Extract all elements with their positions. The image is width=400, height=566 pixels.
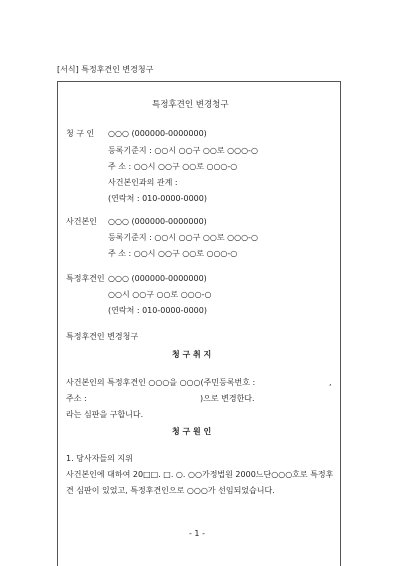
document-title: 특정후견인 변경청구 [152, 100, 229, 110]
cause-heading: 청 구 원 인 [172, 427, 212, 436]
cause-line-1: 사건본인에 대하여 20□□. □. ○. ○○가정법원 2000느단○○○호로 특정후 [66, 470, 334, 479]
guardian-address: ○○시 ○○구 ○○로 ○○○-○ [108, 290, 212, 299]
purpose-line-2-end: )으로 변경한다. [200, 394, 255, 403]
claimant-role: 청 구 인 [66, 129, 95, 138]
purpose-line-2: 주소 : [66, 394, 87, 403]
guardian-contact: (연락처 : 010-0000-0000) [108, 306, 207, 315]
claimant-name: ○○○ (000000-0000000) [108, 129, 207, 138]
guardian-role: 특정후견인 [66, 274, 105, 283]
purpose-line-1: 사건본인의 특정후견인 ○○○을 ○○○(주민등록번호 : [66, 378, 256, 387]
form-header-label: [서식] 특정후견인 변경청구 [57, 65, 154, 74]
subject-reg-address: 등록기준지 : ○○시 ○○구 ○○로 ○○○-○ [108, 233, 258, 242]
claimant-contact: (연락처 : 010-0000-0000) [108, 194, 207, 203]
purpose-line-1-end: , [329, 378, 332, 387]
case-name: 특정후견인 변경청구 [66, 332, 139, 341]
page-number: - 1 - [189, 529, 205, 538]
purpose-heading: 청 구 취 지 [172, 350, 212, 359]
claimant-address: 주 소 : ○○시 ○○구 ○○로 ○○○-○ [108, 162, 238, 171]
purpose-line-3: 라는 심판을 구합니다. [66, 410, 144, 419]
cause-item-1: 1. 당사자들의 지위 [66, 454, 133, 463]
claimant-reg-address: 등록기준지 : ○○시 ○○구 ○○로 ○○○-○ [108, 146, 258, 155]
subject-address: 주 소 : ○○시 ○○구 ○○로 ○○○-○ [108, 249, 238, 258]
guardian-name: ○○○ (000000-0000000) [108, 274, 207, 283]
subject-name: ○○○ (000000-0000000) [108, 217, 207, 226]
cause-line-2: 견 심판이 있었고, 특정후견인으로 ○○○가 선임되었습니다. [66, 486, 275, 495]
claimant-relation: 사건본인과의 관계 : [108, 178, 178, 187]
subject-role: 사건본인 [66, 217, 97, 226]
